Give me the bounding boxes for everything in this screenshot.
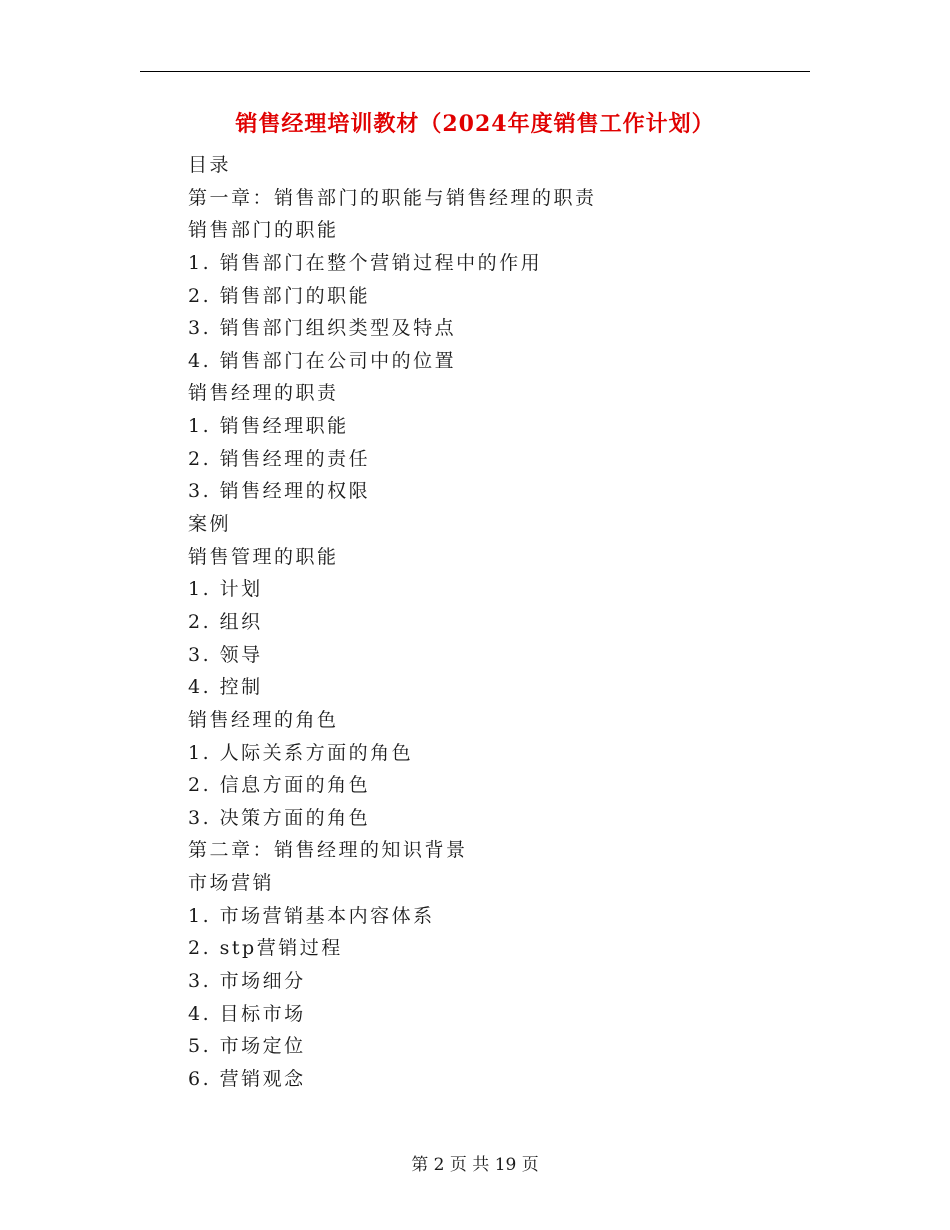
toc-line: 4. 销售部门在公司中的位置	[188, 349, 457, 372]
document-title: 销售经理培训教材（2024年度销售工作计划）	[235, 111, 715, 137]
toc-line: 市场营销	[188, 872, 275, 895]
toc-line: 3. 决策方面的角色	[188, 806, 371, 829]
toc-line: 3. 领导	[188, 643, 263, 666]
header-rule	[140, 71, 810, 72]
toc-line: 销售部门的职能	[188, 219, 339, 242]
toc-line: 第二章：销售经理的知识背景	[188, 839, 468, 862]
toc-line: 销售经理的职责	[188, 382, 339, 405]
toc-line: 1. 销售部门在整个营销过程中的作用	[188, 251, 543, 274]
table-of-contents	[188, 149, 597, 1096]
toc-line: 1. 计划	[188, 578, 263, 601]
toc-line: 2. 组织	[188, 610, 263, 633]
toc-line: 3. 销售经理的权限	[188, 480, 371, 503]
toc-line: 销售管理的职能	[188, 545, 339, 568]
toc-line: 4. 控制	[188, 676, 263, 699]
toc-line: 2. stp营销过程	[188, 937, 343, 960]
toc-line: 3. 销售部门组织类型及特点	[188, 317, 457, 340]
toc-line: 1. 人际关系方面的角色	[188, 741, 414, 764]
toc-line: 3. 市场细分	[188, 970, 306, 993]
toc-line: 1. 市场营销基本内容体系	[188, 904, 435, 927]
toc-line: 2. 信息方面的角色	[188, 774, 371, 797]
toc-line: 销售经理的角色	[188, 708, 339, 731]
toc-line: 4. 目标市场	[188, 1002, 306, 1025]
toc-line: 1. 销售经理职能	[188, 415, 349, 438]
toc-line: 6. 营销观念	[188, 1067, 306, 1090]
toc-line: 目录	[188, 154, 232, 176]
toc-line: 案例	[188, 513, 232, 536]
toc-line: 第一章：销售部门的职能与销售经理的职责	[188, 186, 597, 209]
toc-line: 5. 市场定位	[188, 1035, 306, 1058]
toc-line: 2. 销售经理的责任	[188, 447, 371, 470]
page-footer: 第 2 页 共 19 页	[411, 1155, 539, 1175]
toc-line: 2. 销售部门的职能	[188, 284, 371, 307]
